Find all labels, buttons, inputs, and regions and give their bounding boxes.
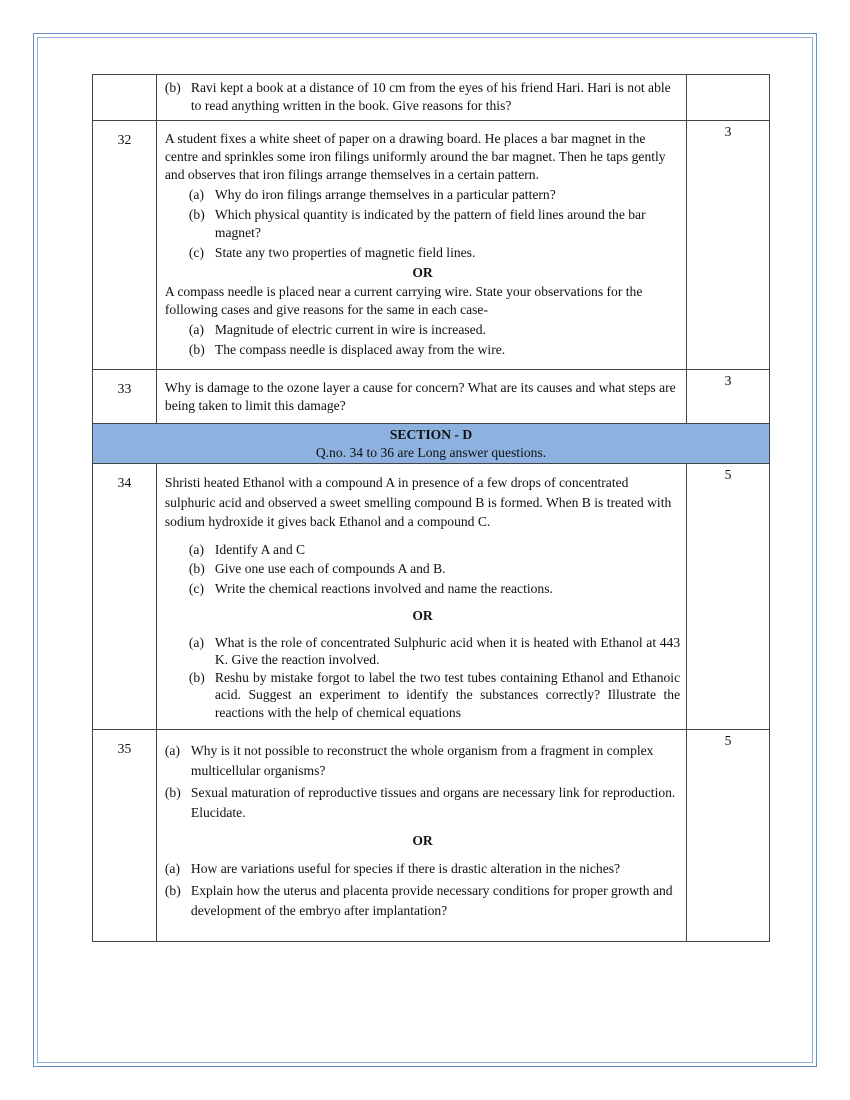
section-header-row [93,424,770,464]
sub-question-text: Give one use each of compounds A and B. [214,561,446,576]
sub-question-label: (b) [188,669,205,685]
sub-question-label: (b) [188,561,205,576]
sub-question [165,559,680,579]
question-number: 34 [93,464,157,730]
table-row [93,730,770,942]
section-subtitle: Q.no. 34 to 36 are Long answer questions. [315,445,547,460]
sub-question-label: (a) [164,861,180,876]
sub-question-label: (a) [188,634,204,650]
table-row [93,75,770,121]
sub-question-label: (b) [188,342,205,357]
sub-question-label: (c) [188,580,204,596]
sub-question-label: (a) [188,322,204,337]
sub-question-label: (b) [164,883,181,898]
question-table [92,74,770,942]
sub-question [165,244,680,262]
sub-question [165,634,680,669]
sub-question-text: State any two properties of magnetic field lines. [214,245,476,260]
marks-cell [687,75,770,121]
table-row [93,464,770,730]
sub-question-text: What is the role of concentrated Sulphuric acid when it is heated with Ethanol at 443 K. Give the reaction involved. [214,634,681,667]
question-number: 35 [93,730,157,942]
sub-question [165,741,680,781]
sub-question-text: Why is it not possible to reconstruct the whole organism from a fragment in complex multicellular organisms? [190,743,654,778]
sub-question-text: Ravi kept a book at a distance of 10 cm from the eyes of his friend Hari. Hari is not able to read anything written in the book. Give reasons for this? [190,80,671,113]
question-stem-alt: A compass needle is placed near a current carrying wire. State your observations for the following cases and give reasons for the same in each case- [164,284,643,317]
question-cell [156,75,686,121]
sub-question-text: Reshu by mistake forgot to label the two test tubes containing Ethanol and Ethanoic acid. Suggest an experiment to identify the substances correctly? Illustrate the reactions with the help of chemical equations [214,669,681,720]
question-stem: A student fixes a white sheet of paper on a drawing board. He places a bar magnet in the centre and sprinkles some iron filings uniformly around the bar magnet. Then he taps gently and observes that iron filings arrange themselves in a certain pattern. [164,131,666,182]
sub-question-label: (b) [164,785,181,800]
or-divider: OR [412,608,433,623]
sub-question-text: Explain how the uterus and placenta provide necessary conditions for proper growth and development of the embryo after implantation? [190,883,673,918]
sub-question-text: How are variations useful for species if there is drastic alteration in the niches? [190,861,621,876]
sub-question [165,540,680,560]
marks: 3 [687,121,770,370]
sub-question-text: Magnitude of electric current in wire is increased. [214,322,486,337]
sub-question-label: (a) [188,541,204,557]
question-stem: Shristi heated Ethanol with a compound A in presence of a few drops of concentrated sulphuric acid and observed a sweet smelling compound B is formed. When B is treated with sodium hydroxide it gives back Ethanol and a compound C. [164,475,672,529]
sub-question-text: Identify A and C [214,541,306,557]
question-cell [156,121,686,370]
marks: 5 [687,730,770,942]
sub-question [165,206,680,242]
marks: 5 [687,464,770,730]
or-divider: OR [412,833,433,848]
question-cell [156,464,686,730]
sub-question [165,783,680,823]
section-title: SECTION - D [389,427,473,442]
table-row [93,121,770,370]
sub-question [165,881,680,921]
sub-question [165,321,680,339]
sub-question [165,669,680,722]
sub-question-label: (a) [164,743,180,758]
sub-question [165,79,680,115]
section-header [93,424,770,464]
sub-question [165,859,680,879]
question-number: 33 [93,370,157,424]
sub-question [165,579,680,599]
sub-question-label: (a) [188,187,204,202]
sub-question-text: The compass needle is displaced away from the wire. [214,342,506,357]
table-row [93,370,770,424]
question-cell [156,730,686,942]
sub-question-text: Sexual maturation of reproductive tissues and organs are necessary link for reproduction. Elucidate. [190,785,676,820]
question-number: 32 [93,121,157,370]
sub-question-label: (b) [188,207,205,222]
sub-question [165,186,680,204]
or-divider: OR [412,265,433,280]
question-text: Why is damage to the ozone layer a cause for concern? What are its causes and what steps are being taken to limit this damage? [164,380,676,413]
spacer [165,532,680,540]
sub-question-text: Why do iron filings arrange themselves in a particular pattern? [214,187,556,202]
question-number-cell [93,75,157,121]
sub-question-text: Write the chemical reactions involved and name the reactions. [214,580,553,596]
marks: 3 [687,370,770,424]
sub-question-text: Which physical quantity is indicated by the pattern of field lines around the bar magnet? [214,207,646,240]
question-cell [156,370,686,424]
sub-question [165,341,680,359]
sub-question-label: (b) [164,80,181,95]
sub-question-label: (c) [188,245,204,260]
